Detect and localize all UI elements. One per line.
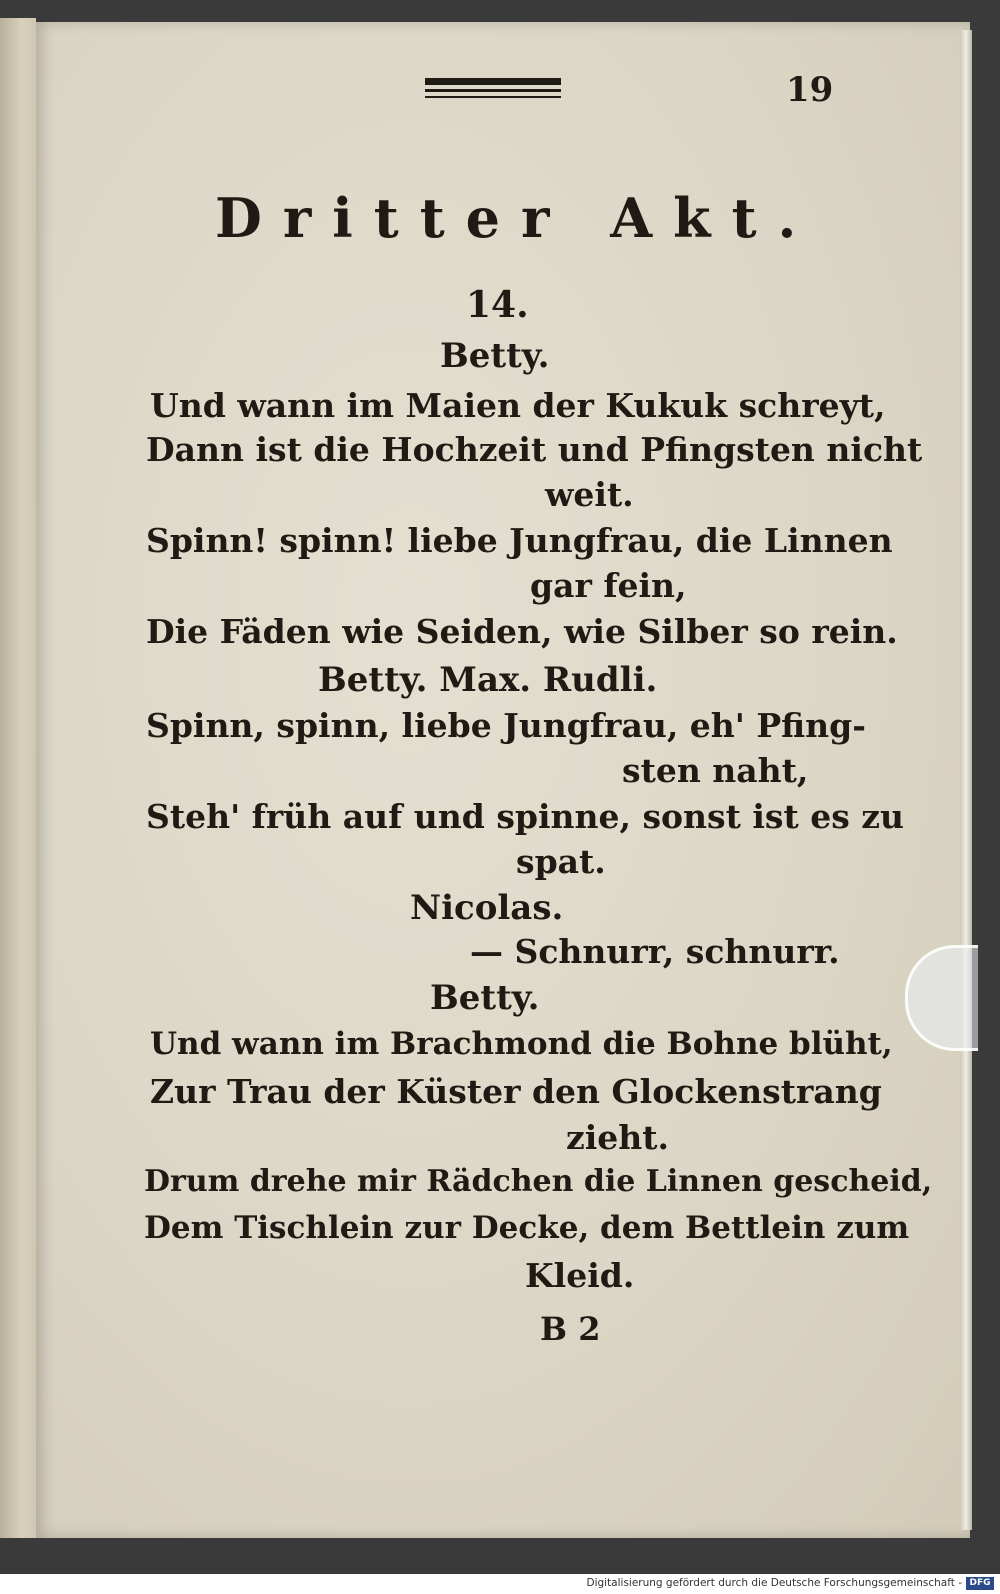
verse-line: Steh' früh auf und spinne, sonst ist es zu — [146, 797, 905, 836]
verse-continuation: sten naht, — [622, 751, 809, 790]
verse-line: Drum drehe mir Rädchen die Linnen gescheid, — [144, 1164, 933, 1199]
header-rule-thick — [425, 78, 561, 85]
act-title: Dritter Akt. — [215, 186, 818, 250]
footer-credit: Digitalisierung gefördert durch die Deutsche Forschungsgemeinschaft - — [586, 1577, 962, 1589]
verse-line: Die Fäden wie Seiden, wie Silber so rein. — [146, 612, 898, 651]
verse-line: Und wann im Brachmond die Bohne blüht, — [150, 1026, 893, 1062]
speaker-nicolas: Nicolas. — [410, 888, 564, 928]
verse-continuation: zieht. — [566, 1118, 669, 1157]
verse-line: — Schnurr, schnurr. — [470, 932, 840, 971]
verse-continuation: spat. — [516, 842, 606, 881]
header-rule-medium — [425, 89, 561, 92]
verse-line: Dann ist die Hochzeit und Pfingsten nicht — [146, 430, 923, 469]
verse-line: Zur Trau der Küster den Glockenstrang — [150, 1072, 882, 1111]
dfg-logo: DFG — [966, 1577, 994, 1590]
verse-continuation: gar fein, — [530, 566, 687, 605]
verse-line: Spinn, spinn, liebe Jungfrau, eh' Pfing- — [146, 706, 866, 745]
right-page-edge — [960, 30, 972, 1530]
verse-continuation: Kleid. — [525, 1256, 635, 1295]
scene-number: 14. — [466, 284, 529, 326]
speaker-betty: Betty. — [430, 978, 540, 1018]
speaker-betty: Betty. — [440, 336, 550, 376]
verse-line: Und wann im Maien der Kukuk schreyt, — [150, 386, 886, 425]
header-rule-thin — [425, 96, 561, 98]
verse-continuation: weit. — [545, 475, 634, 514]
speakers-chorus: Betty. Max. Rudli. — [318, 660, 658, 700]
signature-mark: B 2 — [540, 1310, 601, 1348]
left-page-edge — [0, 18, 36, 1538]
verse-line: Spinn! spinn! liebe Jungfrau, die Linnen — [146, 521, 893, 560]
verse-line: Dem Tischlein zur Decke, dem Bettlein zum — [144, 1210, 910, 1246]
page-number: 19 — [786, 70, 834, 110]
